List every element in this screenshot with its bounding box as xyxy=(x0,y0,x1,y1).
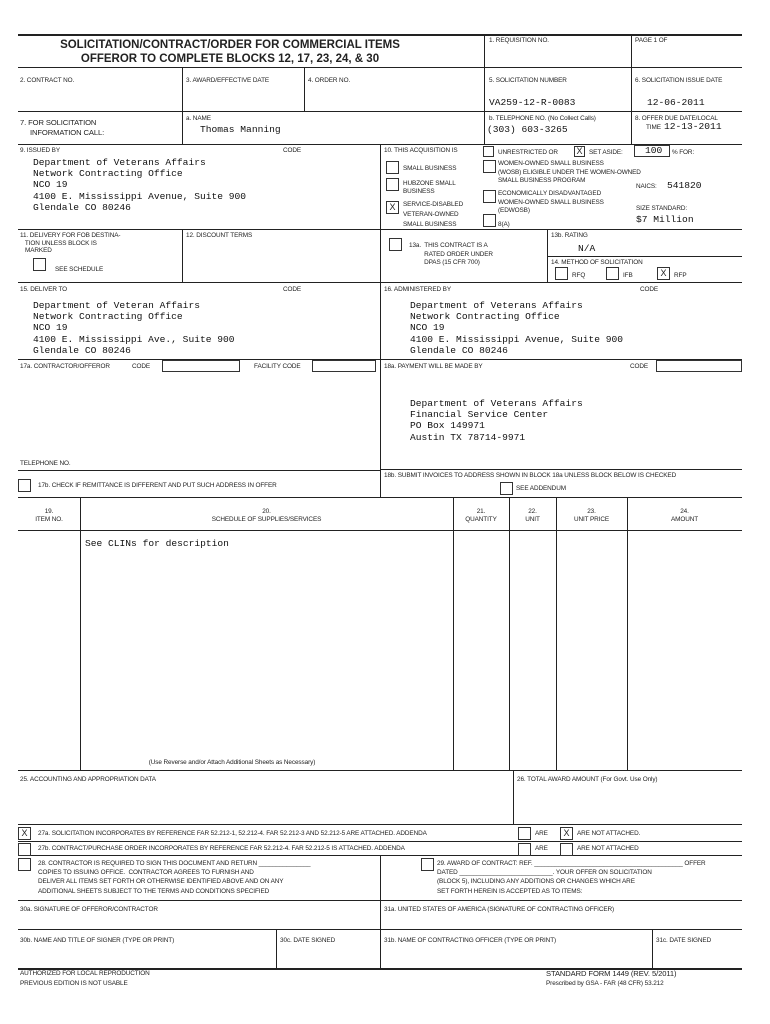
see-schedule-checkbox[interactable] xyxy=(33,258,46,271)
offer-due-value[interactable]: 12-13-2011 xyxy=(664,121,722,132)
rating-value[interactable]: N/A xyxy=(578,243,596,254)
wosb-label: WOMEN-OWNED SMALL BUSINESS (WOSB) ELIGIBLE UNDER THE WOMEN-OWNED SMALL BUSINESS PROGRAM xyxy=(498,160,641,184)
27b-are-not-label: ARE NOT ATTACHED xyxy=(577,845,639,852)
discount-terms-label: 12. DISCOUNT TERMS xyxy=(186,232,253,239)
solicitation-number-label: 5. SOLICITATION NUMBER xyxy=(489,77,567,84)
contact-name-label: a. NAME xyxy=(186,115,211,122)
remittance-checkbox[interactable] xyxy=(18,479,31,492)
col-schedule: 20. SCHEDULE OF SUPPLIES/SERVICES xyxy=(211,508,322,523)
27b-checkbox[interactable] xyxy=(18,843,31,856)
contract-no-label: 2. CONTRACT NO. xyxy=(20,77,75,84)
co-signature-label: 31a. UNITED STATES OF AMERICA (SIGNATURE OF CONTRACTING OFFICER) xyxy=(384,906,615,913)
27a-checkbox[interactable]: X xyxy=(18,827,31,840)
rated-order-checkbox[interactable] xyxy=(389,238,402,251)
contractor-label: 17a. CONTRACTOR/OFFEROR xyxy=(20,363,110,370)
form-title-line2: OFFEROR TO COMPLETE BLOCKS 12, 17, 23, 24, & 30 xyxy=(80,53,380,65)
27a-are-not-label: ARE NOT ATTACHED. xyxy=(577,830,641,837)
telephone-label: b. TELEPHONE NO. (No Collect Calls) xyxy=(489,115,596,122)
unrestricted-checkbox[interactable] xyxy=(483,146,494,157)
administered-by-label: 16. ADMINISTERED BY xyxy=(384,286,451,293)
27b-label: 27b. CONTRACT/PURCHASE ORDER INCORPORATES BY REFERENCE FAR 52.212-4. FAR 52.212-5 IS ATTACHED. ADDENDA xyxy=(38,845,405,852)
28-text: 28. CONTRACTOR IS REQUIRED TO SIGN THIS DOCUMENT AND RETURN _______________ COPIES TO ISSUING OFFICE. CONTRACTOR AGREES TO FURNISH AND DELIVER ALL ITEMS SET FORTH OR OTHERWISE IDENTIFIED ABOVE AND ON ANY ADDITIONAL SHEETS SUBJECT TO THE TERMS AND CONDITIONS SPECIFIED xyxy=(38,860,311,895)
set-aside-checkbox[interactable]: X xyxy=(574,146,585,157)
sdvosb-label: SERVICE-DISABLED VETERAN-OWNED SMALL BUSINESS xyxy=(403,201,464,228)
hubzone-label: HUBZONE SMALL BUSINESS xyxy=(403,180,456,195)
ifb-checkbox[interactable] xyxy=(606,267,619,280)
offeror-signature-label: 30a. SIGNATURE OF OFFEROR/CONTRACTOR xyxy=(20,906,158,913)
8a-checkbox[interactable] xyxy=(483,214,496,227)
telephone-no-label: TELEPHONE NO. xyxy=(20,460,71,467)
issued-by-address[interactable]: Department of Veterans Affairs Network Contracting Office NCO 19 4100 E. Mississippi Avenue, Suite 900 Glendale CO 80246 xyxy=(33,157,247,213)
see-addendum-label: SEE ADDENDUM xyxy=(516,485,566,492)
offer-due-label-1: 8. OFFER DUE DATE/LOCAL xyxy=(635,115,718,122)
method-label: 14. METHOD OF SOLICITATION xyxy=(551,259,643,266)
small-business-checkbox[interactable] xyxy=(386,161,399,174)
set-aside-percent-value: 100 xyxy=(645,145,663,156)
page-label: PAGE 1 OF xyxy=(635,37,668,44)
payment-by-code-label: CODE xyxy=(630,363,649,370)
27a-label: 27a. SOLICITATION INCORPORATES BY REFERENCE FAR 52.212-1, 52.212-4. FAR 52.212-3 AND 52.212-5 ARE ATTACHED. ADDENDA xyxy=(38,830,427,837)
col-quantity: 21. QUANTITY xyxy=(465,508,497,523)
27b-are-not-checkbox[interactable] xyxy=(560,843,573,856)
solicitation-number-value[interactable]: VA259-12-R-0083 xyxy=(489,97,576,108)
co-date-signed-label: 31c. DATE SIGNED xyxy=(656,937,712,944)
rfp-checkbox[interactable]: X xyxy=(657,267,670,280)
27b-are-label: ARE xyxy=(535,845,548,852)
footer-reproduction: AUTHORIZED FOR LOCAL REPRODUCTION xyxy=(20,970,150,977)
offer-due-label-2: TIME xyxy=(646,124,661,131)
edwosb-label: ECONOMICALLY DISADVANTAGED WOMEN-OWNED SMALL BUSINESS (EDWOSB) xyxy=(498,190,604,214)
col-unit-price: 23. UNIT PRICE xyxy=(573,508,610,523)
27a-are-not-checkbox[interactable]: X xyxy=(560,827,573,840)
sdvosb-checkbox[interactable]: X xyxy=(386,201,399,214)
footer-previous-edition: PREVIOUS EDITION IS NOT USABLE xyxy=(20,980,128,987)
payment-by-label: 18a. PAYMENT WILL BE MADE BY xyxy=(384,363,483,370)
28-checkbox[interactable] xyxy=(18,858,31,871)
27a-are-label: ARE xyxy=(535,830,548,837)
contact-name-value[interactable]: Thomas Manning xyxy=(200,124,281,135)
deliver-to-label: 15. DELIVER TO xyxy=(20,286,68,293)
issue-date-label: 6. SOLICITATION ISSUE DATE xyxy=(635,77,723,84)
contractor-code-label: CODE xyxy=(132,363,151,370)
col-amount: 24. AMOUNT xyxy=(670,508,699,523)
rfp-label: RFP xyxy=(674,272,687,279)
unrestricted-label: UNRESTRICTED OR xyxy=(498,149,558,156)
accounting-data-label: 25. ACCOUNTING AND APPROPRIATION DATA xyxy=(20,776,156,783)
issued-by-code-label: CODE xyxy=(283,147,302,154)
solicitation-info-label-2: INFORMATION CALL: xyxy=(30,128,105,137)
rating-label: 13b. RATING xyxy=(551,232,588,239)
hubzone-checkbox[interactable] xyxy=(386,178,399,191)
administered-by-address[interactable]: Department of Veterans Affairs Network Contracting Office NCO 19 4100 E. Mississippi Avenue, Suite 900 Glendale CO 80246 xyxy=(410,300,624,356)
payment-by-address[interactable]: Department of Veterans Affairs Financial Service Center PO Box 149971 Austin TX 78714-9971 xyxy=(410,398,583,443)
col-item-no: 19. ITEM NO. xyxy=(35,508,63,523)
solicitation-info-label-1: 7. FOR SOLICITATION xyxy=(20,118,97,127)
29-checkbox[interactable] xyxy=(421,858,434,871)
naics-value[interactable]: 541820 xyxy=(667,180,702,191)
payment-by-code-field[interactable] xyxy=(656,360,742,372)
deliver-to-address[interactable]: Department of Veteran Affairs Network Contracting Office NCO 19 4100 E. Mississippi Ave., Suite 900 Glendale CO 80246 xyxy=(33,300,235,356)
co-name-label: 31b. NAME OF CONTRACTING OFFICER (TYPE OR PRINT) xyxy=(384,937,557,944)
8a-label: 8(A) xyxy=(498,221,510,228)
27b-are-checkbox[interactable] xyxy=(518,843,531,856)
fob-delivery-label: 11. DELIVERY FOR FOB DESTINA- TION UNLESS BLOCK IS MARKED xyxy=(20,232,121,254)
form-title-line1: SOLICITATION/CONTRACT/ORDER FOR COMMERCIAL ITEMS xyxy=(60,39,400,51)
signer-name-label: 30b. NAME AND TITLE OF SIGNER (TYPE OR PRINT) xyxy=(20,937,175,944)
remittance-label: 17b. CHECK IF REMITTANCE IS DIFFERENT AND PUT SUCH ADDRESS IN OFFER xyxy=(38,482,277,489)
size-standard-value[interactable]: $7 Million xyxy=(636,214,694,225)
requisition-no-label: 1. REQUISITION NO. xyxy=(489,37,549,44)
see-schedule-label: SEE SCHEDULE xyxy=(55,266,104,273)
naics-label: NAICS: xyxy=(636,183,657,190)
edwosb-checkbox[interactable] xyxy=(483,190,496,203)
rfq-checkbox[interactable] xyxy=(555,267,568,280)
small-business-label: SMALL BUSINESS xyxy=(403,165,457,172)
facility-code-field[interactable] xyxy=(312,360,376,372)
schedule-description[interactable]: See CLINs for description xyxy=(85,538,229,549)
percent-for-label: % FOR: xyxy=(672,149,695,156)
schedule-note: (Use Reverse and/or Attach Additional Sheets as Necessary) xyxy=(148,759,316,766)
rfq-label: RFQ xyxy=(572,272,586,279)
total-award-label: 26. TOTAL AWARD AMOUNT (For Govt. Use Only) xyxy=(517,776,658,783)
footer-form-number: STANDARD FORM 1449 (REV. 5/2011) xyxy=(546,969,677,978)
see-addendum-checkbox[interactable] xyxy=(500,482,513,495)
award-date-label: 3. AWARD/EFFECTIVE DATE xyxy=(186,77,270,84)
offeror-date-signed-label: 30c. DATE SIGNED xyxy=(280,937,336,944)
acquisition-label: 10. THIS ACQUISITION IS xyxy=(384,147,458,154)
telephone-value[interactable]: (303) 603-3265 xyxy=(487,124,568,135)
issued-by-label: 9. ISSUED BY xyxy=(20,147,60,154)
contractor-code-field[interactable] xyxy=(162,360,240,372)
29-text: 29. AWARD OF CONTRACT: REF. ___________________________________________ OFFER DATED ___________________________. YOUR OFFER ON SOLICITATION (BLOCK 5), INCLUDING ANY ADDITIONS OR CHANGES WHICH ARE SET FORTH HEREIN IS ACCEPTED AS TO ITEMS: xyxy=(437,860,706,895)
ifb-label: IFB xyxy=(623,272,633,279)
deliver-to-code-label: CODE xyxy=(283,286,302,293)
size-standard-label: SIZE STANDARD: xyxy=(636,205,688,212)
facility-code-label: FACILITY CODE xyxy=(254,363,301,370)
footer-prescribed-by: Prescribed by GSA - FAR (48 CFR) 53.212 xyxy=(546,980,664,987)
set-aside-label: SET ASIDE: xyxy=(589,149,623,156)
rated-order-label: 13a. THIS CONTRACT IS A RATED ORDER UNDER DPAS (15 CFR 700) xyxy=(409,242,493,266)
27a-are-checkbox[interactable] xyxy=(518,827,531,840)
issue-date-value[interactable]: 12-06-2011 xyxy=(647,97,705,108)
col-unit: 22. UNIT xyxy=(525,508,540,523)
wosb-checkbox[interactable] xyxy=(483,160,496,173)
submit-invoices-label: 18b. SUBMIT INVOICES TO ADDRESS SHOWN IN BLOCK 18a UNLESS BLOCK BELOW IS CHECKED xyxy=(384,472,677,479)
order-no-label: 4. ORDER NO. xyxy=(308,77,351,84)
administered-by-code-label: CODE xyxy=(640,286,659,293)
